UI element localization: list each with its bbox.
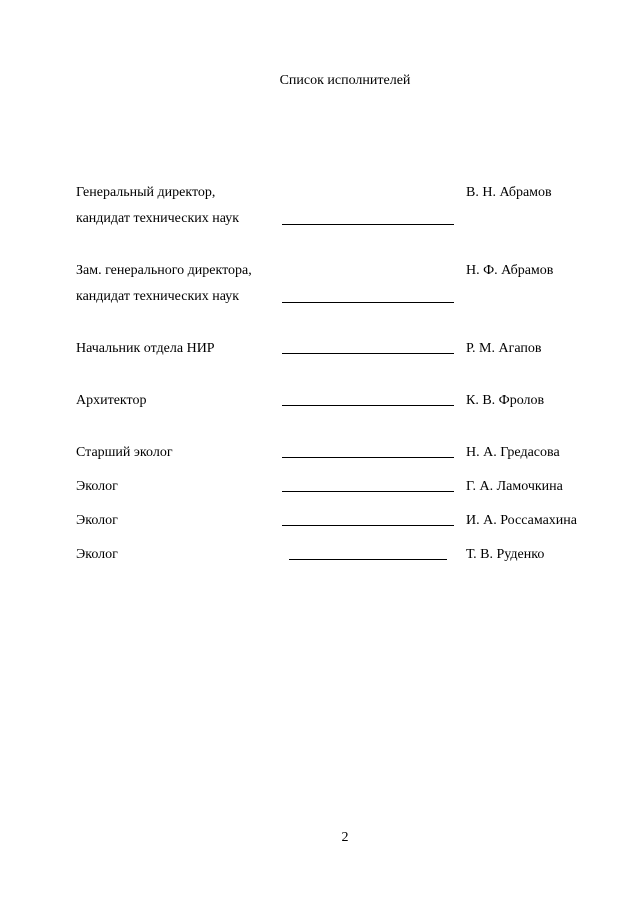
signature-line — [282, 302, 454, 303]
performer-name: Р. М. Агапов — [466, 341, 542, 356]
performer-row — [76, 388, 616, 428]
performer-name: Т. В. Руденко — [466, 547, 545, 562]
performer-position: Эколог — [76, 479, 118, 494]
performer-position: Старший эколог — [76, 445, 173, 460]
performer-name: Г. А. Ламочкина — [466, 479, 563, 494]
performer-row — [76, 336, 616, 376]
performer-position: Начальник отдела НИР — [76, 341, 215, 356]
signature-line — [282, 224, 454, 225]
performer-name: Н. Ф. Абрамов — [466, 263, 554, 278]
performer-row — [76, 258, 616, 304]
signature-line — [282, 457, 454, 458]
performer-row — [76, 180, 616, 226]
performer-name: В. Н. Абрамов — [466, 185, 552, 200]
signature-line — [289, 559, 447, 560]
page-title: Список исполнителей — [279, 73, 411, 88]
performer-position: Зам. генерального директора, кандидат технических наук — [76, 263, 252, 304]
performer-name: Н. А. Гредасова — [466, 445, 560, 460]
performer-position: Эколог — [76, 547, 118, 562]
performer-position: Эколог — [76, 513, 118, 528]
performer-row — [76, 542, 616, 582]
page-number: 2 — [341, 830, 349, 845]
signature-line — [282, 405, 454, 406]
performer-name: И. А. Россамахина — [466, 513, 577, 528]
signature-line — [282, 353, 454, 354]
performer-position: Генеральный директор, кандидат технических наук — [76, 185, 240, 226]
performer-position: Архитектор — [76, 393, 147, 408]
performer-name: К. В. Фролов — [466, 393, 545, 408]
signature-line — [282, 525, 454, 526]
signature-line — [282, 491, 454, 492]
